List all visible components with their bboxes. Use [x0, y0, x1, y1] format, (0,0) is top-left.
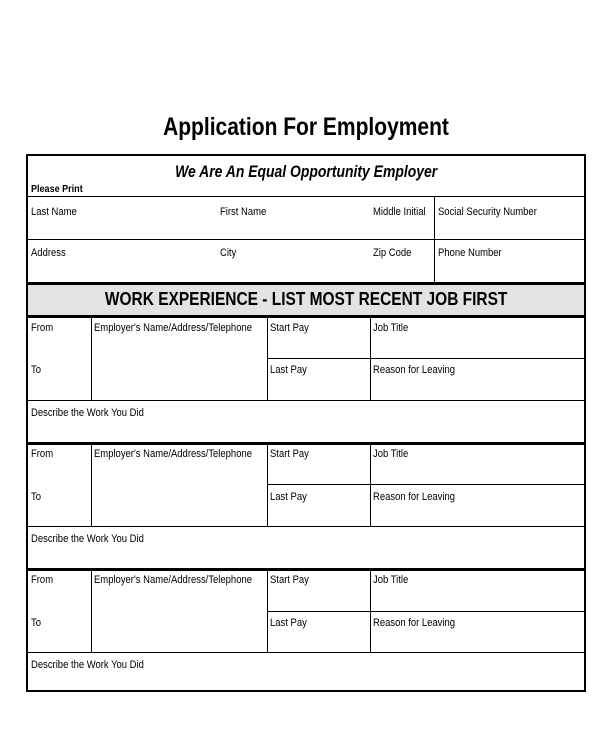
work-description-field[interactable]: Describe the Work You Did — [31, 407, 144, 419]
last-pay-field[interactable]: Last Pay — [270, 617, 307, 629]
divider — [28, 526, 584, 527]
middle-initial-field[interactable]: Middle Initial — [373, 206, 426, 218]
job-title-field[interactable]: Job Title — [373, 574, 409, 586]
work-description-field[interactable]: Describe the Work You Did — [31, 659, 144, 671]
zip-code-field[interactable]: Zip Code — [373, 247, 412, 259]
divider — [267, 445, 268, 526]
from-date-field[interactable]: From — [31, 574, 54, 586]
job-title-field[interactable]: Job Title — [373, 322, 409, 334]
reason-for-leaving-field[interactable]: Reason for Leaving — [373, 617, 456, 629]
divider — [267, 318, 268, 400]
start-pay-field[interactable]: Start Pay — [270, 322, 309, 334]
divider — [28, 400, 584, 401]
divider — [91, 571, 92, 652]
work-description-field[interactable]: Describe the Work You Did — [31, 533, 144, 545]
start-pay-field[interactable]: Start Pay — [270, 574, 309, 586]
phone-number-field[interactable]: Phone Number — [438, 247, 502, 259]
city-field[interactable]: City — [220, 247, 237, 259]
divider — [91, 445, 92, 526]
divider — [267, 358, 584, 359]
reason-for-leaving-field[interactable]: Reason for Leaving — [373, 364, 456, 376]
divider — [91, 318, 92, 400]
page-title: Application For Employment — [163, 113, 449, 141]
divider — [28, 442, 584, 445]
divider — [434, 196, 435, 282]
divider — [28, 568, 584, 571]
employer-info-field[interactable]: Employer's Name/Address/Telephone — [94, 574, 252, 586]
from-date-field[interactable]: From — [31, 322, 54, 334]
to-date-field[interactable]: To — [31, 364, 41, 376]
ssn-field[interactable]: Social Security Number — [438, 206, 537, 218]
job-title-field[interactable]: Job Title — [373, 448, 409, 460]
employer-info-field[interactable]: Employer's Name/Address/Telephone — [94, 322, 252, 334]
divider — [28, 315, 584, 318]
divider — [370, 318, 371, 400]
employer-info-field[interactable]: Employer's Name/Address/Telephone — [94, 448, 252, 460]
divider — [267, 611, 584, 612]
divider — [28, 239, 584, 240]
equal-opportunity-subtitle: We Are An Equal Opportunity Employer — [175, 162, 438, 181]
first-name-field[interactable]: First Name — [220, 206, 267, 218]
last-pay-field[interactable]: Last Pay — [270, 364, 307, 376]
to-date-field[interactable]: To — [31, 617, 41, 629]
from-date-field[interactable]: From — [31, 448, 54, 460]
divider — [267, 484, 584, 485]
please-print-label: Please Print — [31, 183, 83, 195]
employment-application-form — [26, 154, 586, 692]
divider — [28, 196, 584, 197]
address-field[interactable]: Address — [31, 247, 66, 259]
last-name-field[interactable]: Last Name — [31, 206, 77, 218]
to-date-field[interactable]: To — [31, 491, 41, 503]
divider — [370, 445, 371, 526]
start-pay-field[interactable]: Start Pay — [270, 448, 309, 460]
divider — [28, 652, 584, 653]
last-pay-field[interactable]: Last Pay — [270, 491, 307, 503]
work-experience-header: WORK EXPERIENCE - LIST MOST RECENT JOB FIRST — [104, 289, 508, 309]
reason-for-leaving-field[interactable]: Reason for Leaving — [373, 491, 456, 503]
